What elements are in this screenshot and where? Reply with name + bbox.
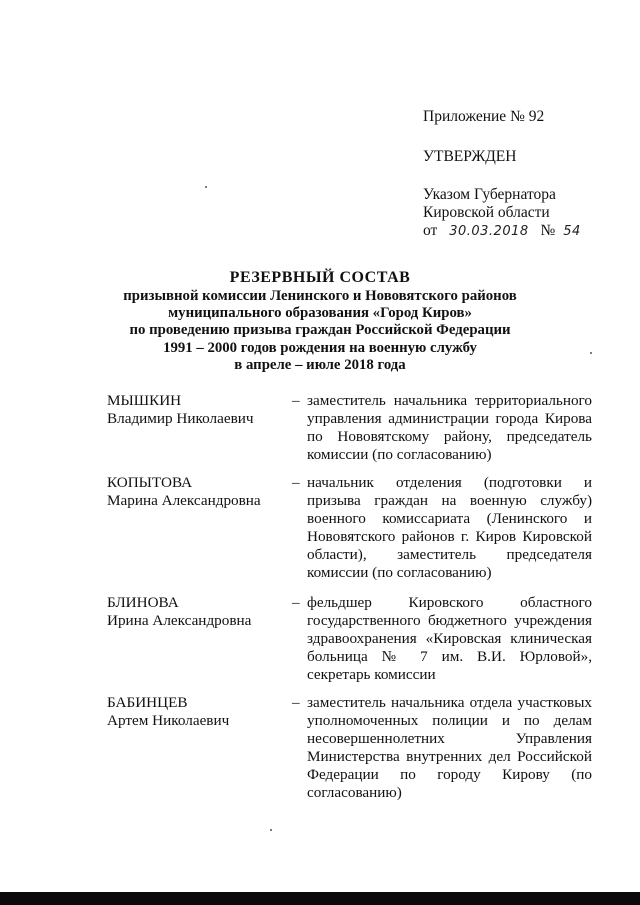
document-title — [70, 268, 570, 374]
member-name — [107, 694, 287, 804]
scan-speck — [205, 186, 207, 188]
member-given-names: Марина Александровна — [107, 492, 261, 509]
dash-separator: – — [292, 392, 300, 409]
handwritten-number: 54 — [563, 224, 581, 239]
title-line-1: призывной комиссии Ленинского и Нововятского районов — [123, 288, 517, 304]
member-role: фельдшер Кировского областного государственного бюджетного учреждения здравоохранения «Кировская клиническая больница № 7 им. В.И. Юрловой», секретарь комиссии — [307, 594, 592, 683]
from-label: от — [423, 222, 438, 239]
dash-separator: – — [292, 474, 300, 491]
member-surname: МЫШКИН — [107, 392, 182, 409]
member-role: начальник отделения (подготовки и призыва граждан на военную службу) военного комиссариата (Ленинского и Нововятского районов г. Киров Кировской области), заместитель председателя комиссии (по согласованию) — [307, 474, 592, 581]
member-given-names: Владимир Николаевич — [107, 410, 254, 427]
title-line-4: 1991 – 2000 годов рождения на военную службу — [163, 339, 477, 356]
member-surname: БАБИНЦЕВ — [107, 694, 188, 711]
title-line-2: муниципального образования «Город Киров» — [168, 305, 472, 322]
scan-speck — [590, 352, 592, 354]
scan-bottom-edge — [0, 892, 640, 905]
number-label: № — [540, 222, 556, 239]
member-name — [107, 392, 287, 474]
decree-line-1: Указом Губернатора — [423, 186, 556, 203]
handwritten-date: 30.03.2018 — [449, 224, 529, 239]
title-line-5: в апреле – июле 2018 года — [234, 356, 406, 373]
member-surname: БЛИНОВА — [107, 594, 179, 611]
member-surname: КОПЫТОВА — [107, 474, 193, 491]
member-entry — [107, 694, 592, 804]
title-main: РЕЗЕРВНЫЙ СОСТАВ — [229, 269, 411, 286]
appendix-number: Приложение № 92 — [423, 108, 545, 125]
member-role: заместитель начальника территориального управления администрации города Кирова по Нововятскому району, председатель комиссии (по согласованию) — [307, 392, 592, 463]
approved-label: УТВЕРЖДЕН — [423, 148, 517, 165]
decree-line-2: Кировской области — [423, 204, 550, 221]
member-given-names: Ирина Александровна — [107, 612, 252, 629]
members-list — [107, 392, 592, 804]
member-name — [107, 594, 287, 694]
scan-speck — [270, 829, 272, 831]
decree-date-line — [423, 222, 623, 241]
dash-separator: – — [292, 694, 300, 711]
member-given-names: Артем Николаевич — [107, 712, 230, 729]
member-entry — [107, 594, 592, 694]
member-entry — [107, 392, 592, 474]
member-entry — [107, 474, 592, 594]
approval-stamp — [423, 108, 623, 241]
member-role: заместитель начальника отдела участковых уполномоченных полиции и по делам несовершеннолетних Управления Министерства внутренних дел Российской Федерации по городу Кирову (по согласованию) — [307, 694, 592, 801]
title-line-3: по проведению призыва граждан Российской Федерации — [129, 322, 511, 339]
member-name — [107, 474, 287, 594]
dash-separator: – — [292, 594, 300, 611]
